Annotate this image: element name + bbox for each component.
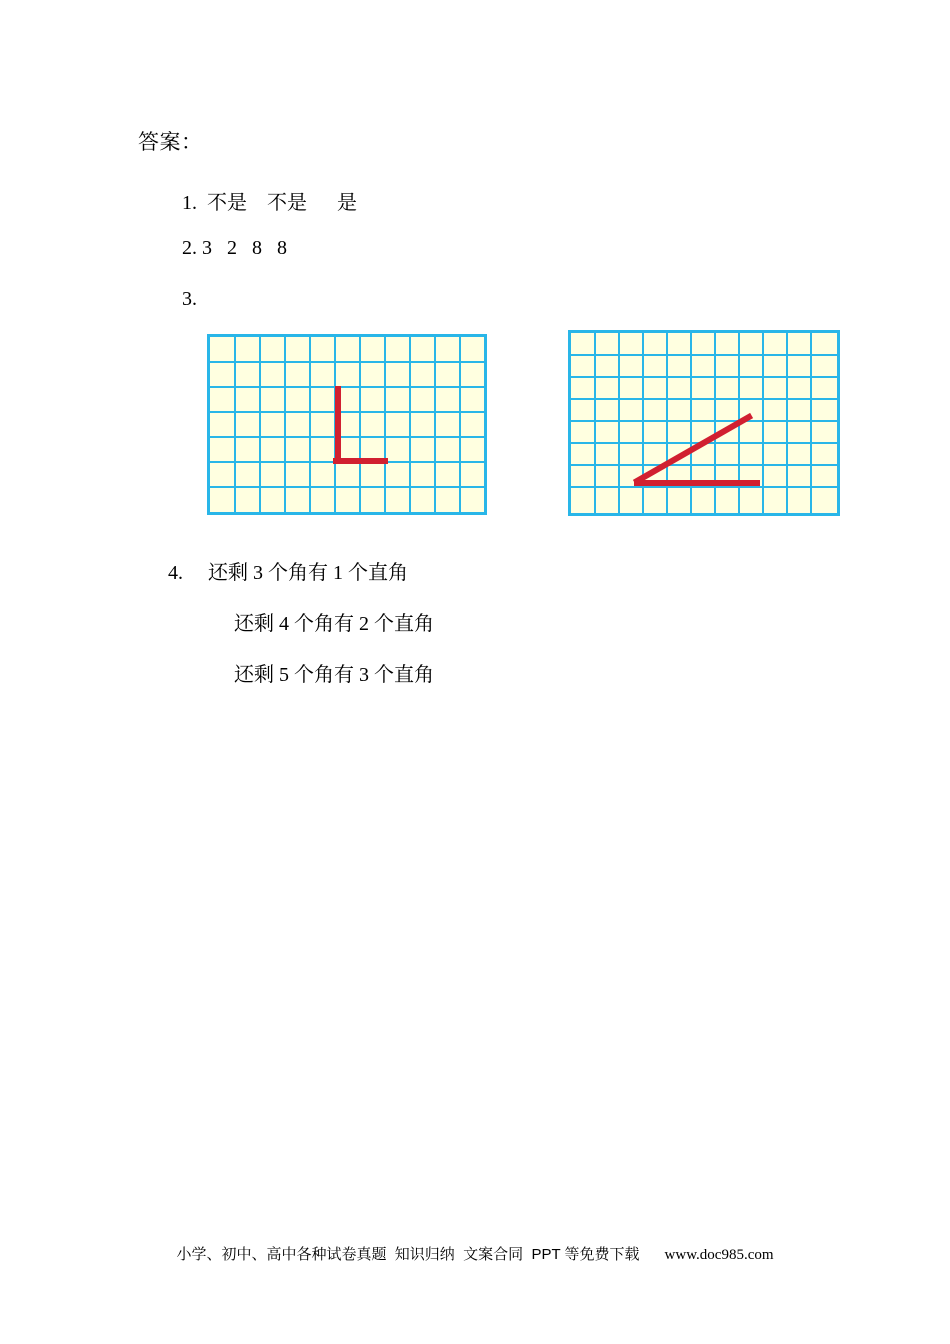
answer-4-text-3: 还剩 5 个角有 3 个直角 — [234, 664, 434, 686]
answer-2-number: 2. — [182, 237, 202, 259]
right-angle-grid-svg — [210, 337, 484, 512]
answer-4-row-3 — [168, 658, 434, 687]
page-footer — [0, 1243, 950, 1264]
answer-4-text-2: 还剩 4 个角有 2 个直角 — [234, 613, 434, 635]
acute-angle-grid-svg — [571, 333, 837, 513]
answer-1-number: 1. — [182, 192, 207, 214]
answer-4-text-1: 还剩 3 个角有 1 个直角 — [208, 562, 408, 584]
figure-right-angle-grid — [207, 334, 487, 515]
footer-url[interactable]: www.doc985.com — [664, 1247, 774, 1263]
figure-acute-angle-grid — [568, 330, 840, 516]
answer-4-row-1 — [168, 556, 434, 585]
answer-line-1 — [182, 186, 357, 215]
answer-4-number: 4. — [168, 562, 183, 584]
answer-4-row-2 — [168, 607, 434, 636]
answer-1-text: 不是 不是 是 — [207, 192, 357, 214]
answer-line-3-number: 3. — [182, 288, 197, 310]
footer-text: 小学、初中、高中各种试卷真题 知识归纳 文案合同 PPT 等免费下载 — [176, 1246, 665, 1263]
page-title: 答案： — [138, 130, 203, 154]
answer-line-2 — [182, 237, 287, 260]
answer-line-4 — [168, 556, 434, 709]
grid-lines — [210, 337, 484, 512]
answer-2-text: 3 2 8 8 — [202, 237, 287, 259]
